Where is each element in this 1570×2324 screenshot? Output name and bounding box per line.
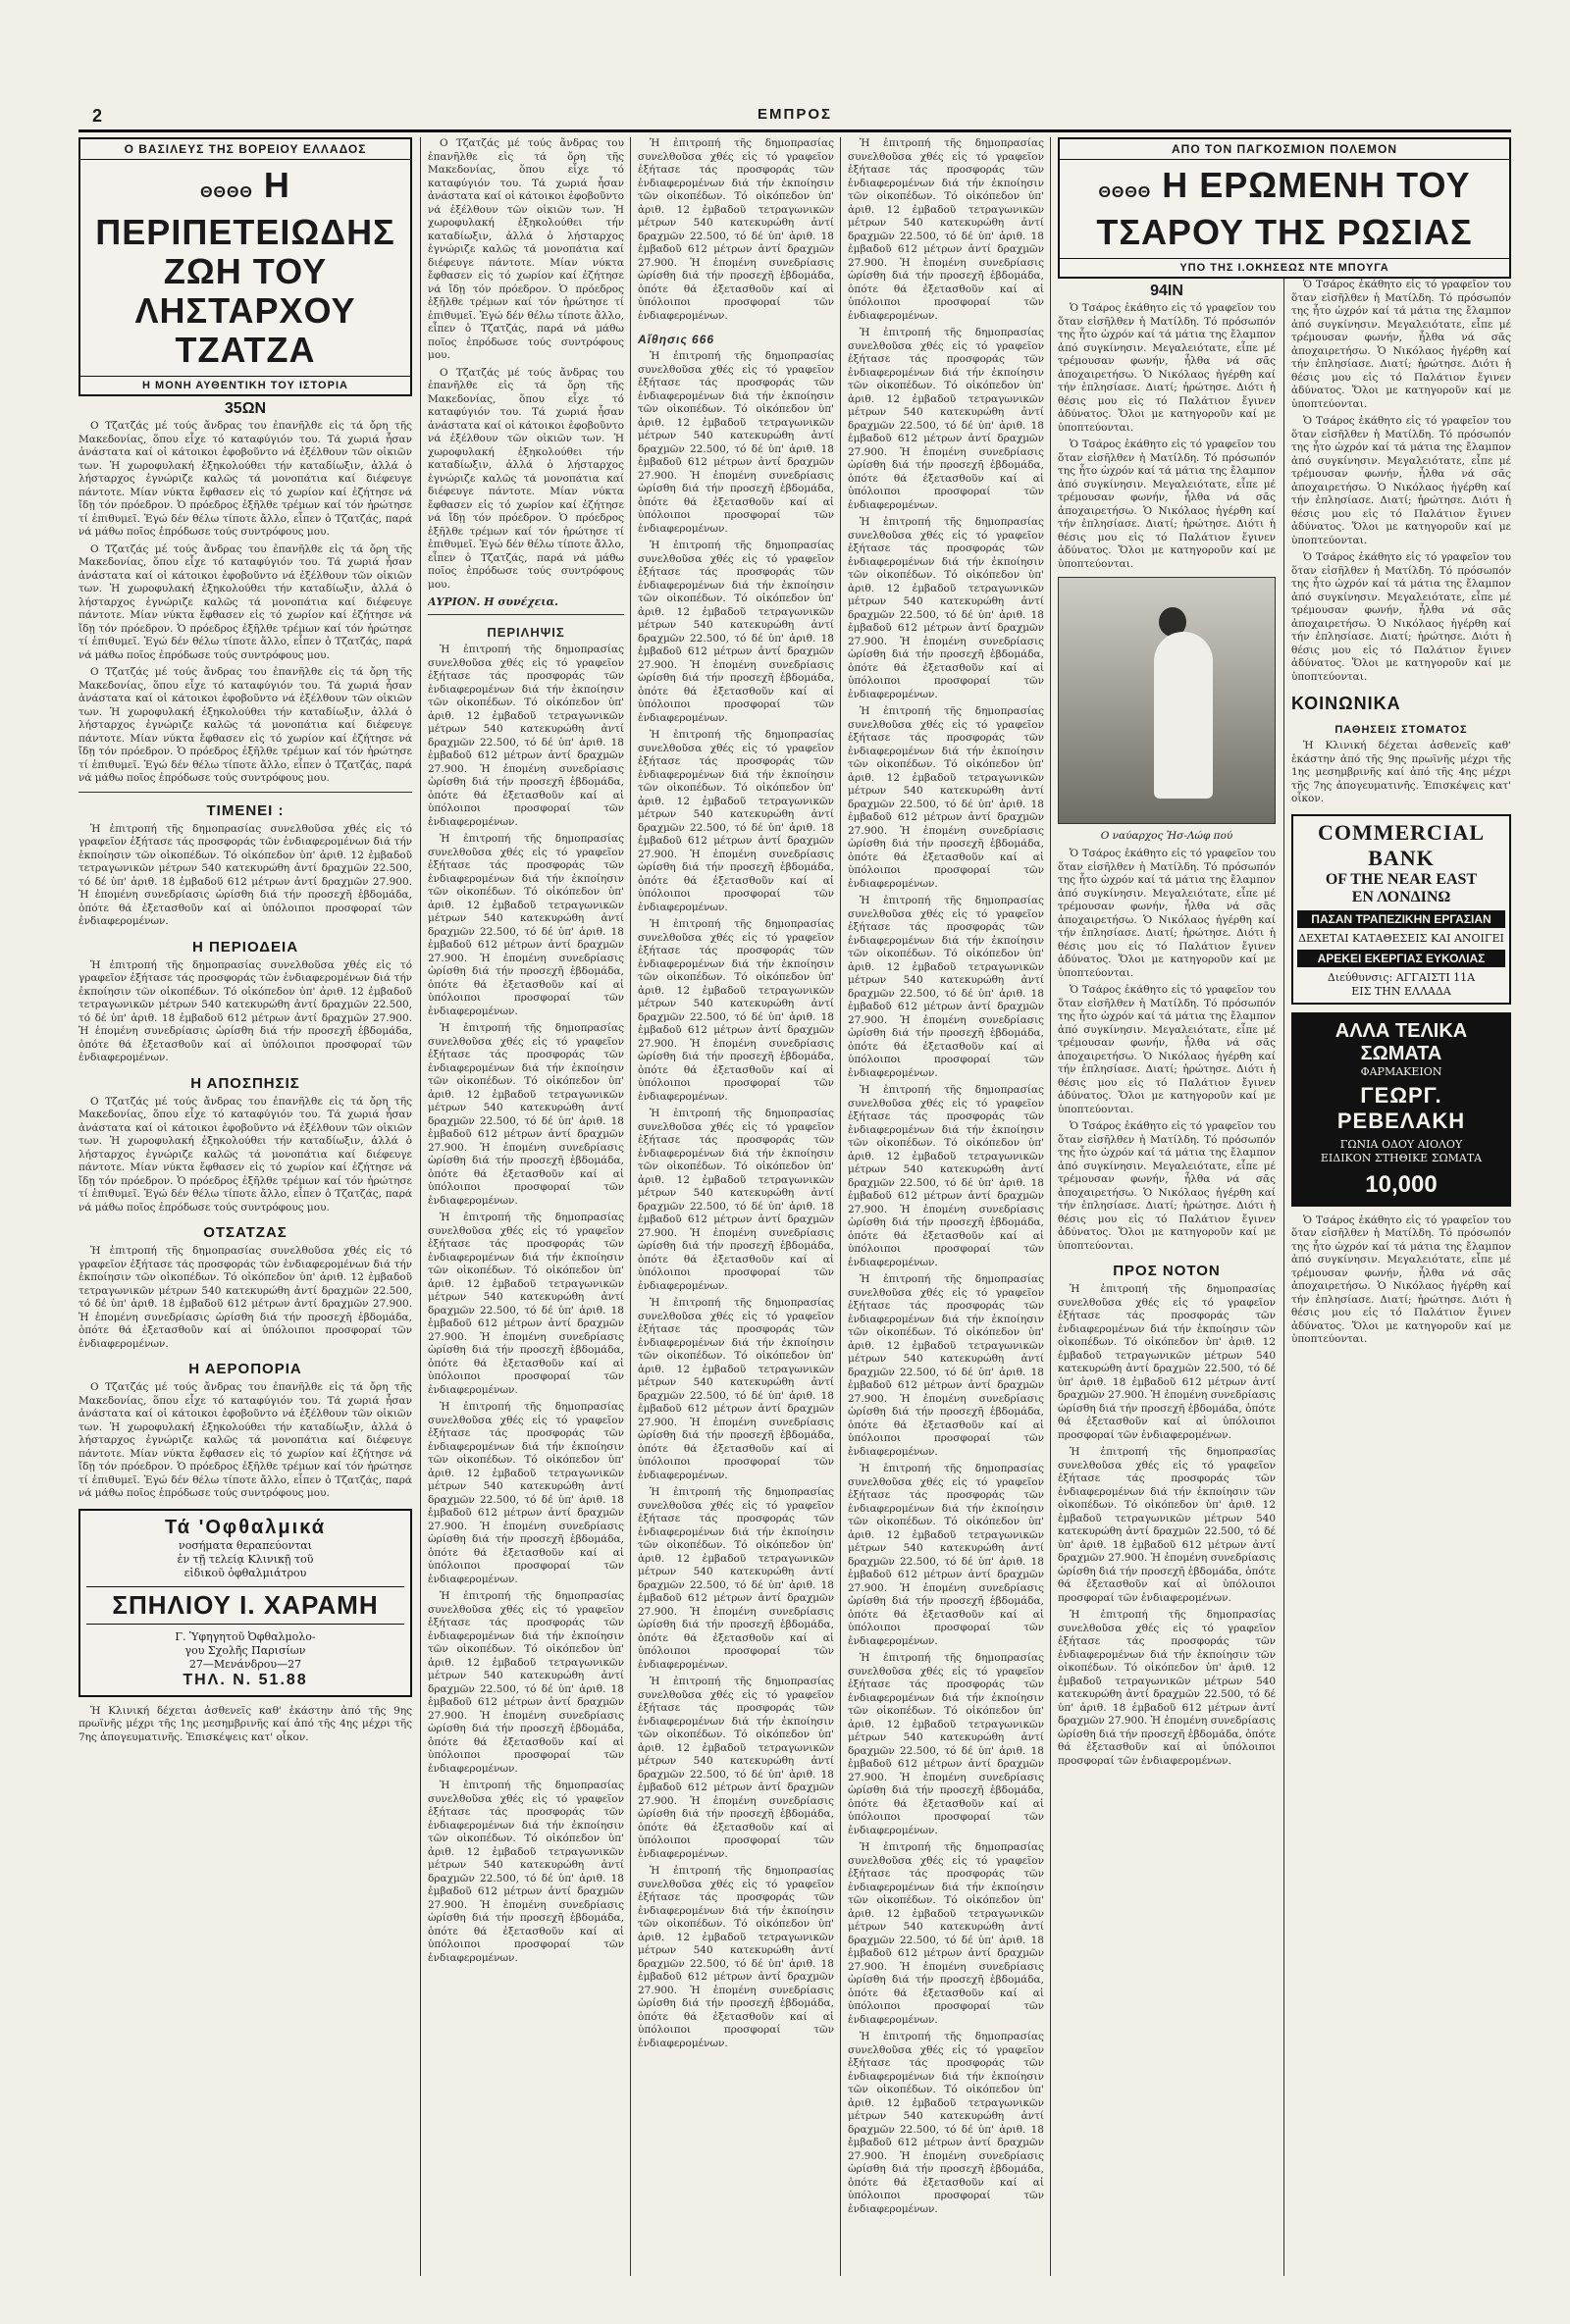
right-story-installment: 94ΙΝ — [1150, 283, 1183, 299]
right-story-headline: ΘΘΘΘ Η ΕΡΩΜΕΝΗ ΤΟΥ ΤΣΑΡΟΥ ΤΗΣ ΡΩΣΙΑΣ — [1096, 165, 1473, 252]
column-4: Ἡ ἐπιτροπή τῆς δημοπρασίας συνελθοῦσα χθές εἰς τό γραφεῖον ἐξήτασε τάς προσφοράς τῶν ἐνδιαφερομένων διά τήν ἐκποίησιν τῶν οἰκοπέδων. Τό οἰκόπεδον ὑπ' ἀριθ. 12 ἐμβαδοῦ τετραγωνικῶν μέτρων 540 κατεκυρώθη ἀντί δραχμῶν 22.500, τό δέ ὑπ' ἀριθ. 18 ἐμβαδοῦ 612 μέτρων ἀντί δραχμῶν 27.900. Ἡ ἐπομένη συνεδρίασις ὡρίσθη διά τήν προσεχῆ ἑβδομάδα, ὁπότε θά ἐξετασθοῦν καί αἱ ὑπόλοιποι προσφοραί τῶν ἐνδιαφερομένων. Ἡ ἐπιτροπή τῆς δημοπρασίας συνελθοῦσα χθές εἰς τό γραφεῖον ἐξήτασε τάς προσφοράς τῶν ἐνδιαφερομένων διά τήν ἐκποίησιν τῶν οἰκοπέδων. Τό οἰκόπεδον ὑπ' ἀριθ. 12 ἐμβαδοῦ τετραγωνικῶν μέτρων 540 κατεκυρώθη ἀντί δραχμῶν 22.500, τό δέ ὑπ' ἀριθ. 18 ἐμβαδοῦ 612 μέτρων ἀντί δραχμῶν 27.900. Ἡ ἐπομένη συνεδρίασις ὡρίσθη διά τήν προσεχῆ ἑβδομάδα, ὁπότε θά ἐξετασθοῦν καί αἱ ὑπόλοιποι προσφοραί τῶν ἐνδιαφερομένων. Ἡ ἐπιτροπή τῆς δημοπρασίας συνελθοῦσα χθές εἰς τό γραφεῖον ἐξήτασε τάς προσφοράς τῶν ἐνδιαφερομένων διά τήν ἐκποίησιν τῶν οἰκοπέδων. Τό οἰκόπεδον ὑπ' ἀριθ. 12 ἐμβαδοῦ τετραγωνικῶν μέτρων 540 κατεκυρώθη ἀντί δραχμῶν 22.500, τό δέ ὑπ' ἀριθ. 18 ἐμβαδοῦ 612 μέτρων ἀντί δραχμῶν 27.900. Ἡ ἐπομένη συνεδρίασις ὡρίσθη διά τήν προσεχῆ ἑβδομάδα, ὁπότε θά ἐξετασθοῦν καί αἱ ὑπόλοιποι προσφοραί τῶν ἐνδιαφερομένων. Ἡ ἐπιτροπή τῆς δημοπρασίας συνελθοῦσα χθές εἰς τό γραφεῖον ἐξήτασε τάς προσφοράς τῶν ἐνδιαφερομένων διά τήν ἐκποίησιν τῶν οἰκοπέδων. Τό οἰκόπεδον ὑπ' ἀριθ. 12 ἐμβαδοῦ τετραγωνικῶν μέτρων 540 κατεκυρώθη ἀντί δραχμῶν 22.500, τό δέ ὑπ' ἀριθ. 18 ἐμβαδοῦ 612 μέτρων ἀντί δραχμῶν 27.900. Ἡ ἐπομένη συνεδρίασις ὡρίσθη διά τήν προσεχῆ ἑβδομάδα, ὁπότε θά ἐξετασθοῦν καί αἱ ὑπόλοιποι προσφοραί τῶν ἐνδιαφερομένων. Ἡ ἐπιτροπή τῆς δημοπρασίας συνελθοῦσα χθές εἰς τό γραφεῖον ἐξήτασε τάς προσφοράς τῶν ἐνδιαφερομένων διά τήν ἐκποίησιν τῶν οἰκοπέδων. Τό οἰκόπεδον ὑπ' ἀριθ. 12 ἐμβαδοῦ τετραγωνικῶν μέτρων 540 κατεκυρώθη ἀντί δραχμῶν 22.500, τό δέ ὑπ' ἀριθ. 18 ἐμβαδοῦ 612 μέτρων ἀντί δραχμῶν 27.900. Ἡ ἐπομένη συνεδρίασις ὡρίσθη διά τήν προσεχῆ ἑβδομάδα, ὁπότε θά ἐξετασθοῦν καί αἱ ὑπόλοιποι προσφοραί τῶν ἐνδιαφερομένων. Ἡ ἐπιτροπή τῆς δημοπρασίας συνελθοῦσα χθές εἰς τό γραφεῖον ἐξήτασε τάς προσφοράς τῶν ἐνδιαφερομένων διά τήν ἐκποίησιν τῶν οἰκοπέδων. Τό οἰκόπεδον ὑπ' ἀριθ. 12 ἐμβαδοῦ τετραγωνικῶν μέτρων 540 κατεκυρώθη ἀντί δραχμῶν 22.500, τό δέ ὑπ' ἀριθ. 18 ἐμβαδοῦ 612 μέτρων ἀντί δραχμῶν 27.900. Ἡ ἐπομένη συνεδρίασις ὡρίσθη διά τήν προσεχῆ ἑβδομάδα, ὁπότε θά ἐξετασθοῦν καί αἱ ὑπόλοιποι προσφοραί τῶν ἐνδιαφερομένων. Ἡ ἐπιτροπή τῆς δημοπρασίας συνελθοῦσα χθές εἰς τό γραφεῖον ἐξήτασε τάς προσφοράς τῶν ἐνδιαφερομένων διά τήν ἐκποίησιν τῶν οἰκοπέδων. Τό οἰκόπεδον ὑπ' ἀριθ. 12 ἐμβαδοῦ τετραγωνικῶν μέτρων 540 κατεκυρώθη ἀντί δραχμῶν 22.500, τό δέ ὑπ' ἀριθ. 18 ἐμβαδοῦ 612 μέτρων ἀντί δραχμῶν 27.900. Ἡ ἐπομένη συνεδρίασις ὡρίσθη διά τήν προσεχῆ ἑβδομάδα, ὁπότε θά ἐξετασθοῦν καί αἱ ὑπόλοιποι προσφοραί τῶν ἐνδιαφερομένων. Ἡ ἐπιτροπή τῆς δημοπρασίας συνελθοῦσα χθές εἰς τό γραφεῖον ἐξήτασε τάς προσφοράς τῶν ἐνδιαφερομένων διά τήν ἐκποίησιν τῶν οἰκοπέδων. Τό οἰκόπεδον ὑπ' ἀριθ. 12 ἐμβαδοῦ τετραγωνικῶν μέτρων 540 κατεκυρώθη ἀντί δραχμῶν 22.500, τό δέ ὑπ' ἀριθ. 18 ἐμβαδοῦ 612 μέτρων ἀντί δραχμῶν 27.900. Ἡ ἐπομένη συνεδρίασις ὡρίσθη διά τήν προσεχῆ ἑβδομάδα, ὁπότε θά ἐξετασθοῦν καί αἱ ὑπόλοιποι προσφοραί τῶν ἐνδιαφερομένων. Ἡ ἐπιτροπή τῆς δημοπρασίας συνελθοῦσα χθές εἰς τό γραφεῖον ἐξήτασε τάς προσφοράς τῶν ἐνδιαφερομένων διά τήν ἐκποίησιν τῶν οἰκοπέδων. Τό οἰκόπεδον ὑπ' ἀριθ. 12 ἐμβαδοῦ τετραγωνικῶν μέτρων 540 κατεκυρώθη ἀντί δραχμῶν 22.500, τό δέ ὑπ' ἀριθ. 18 ἐμβαδοῦ 612 μέτρων ἀντί δραχμῶν 27.900. Ἡ ἐπομένη συνεδρίασις ὡρίσθη διά τήν προσεχῆ ἑβδομάδα, ὁπότε θά ἐξετασθοῦν καί αἱ ὑπόλοιποι προσφοραί τῶν ἐνδιαφερομένων. Ἡ ἐπιτροπή τῆς δημοπρασίας συνελθοῦσα χθές εἰς τό γραφεῖον ἐξήτασε τάς προσφοράς τῶν ἐνδιαφερομένων διά τήν ἐκποίησιν τῶν οἰκοπέδων. Τό οἰκόπεδον ὑπ' ἀριθ. 12 ἐμβαδοῦ τετραγωνικῶν μέτρων 540 κατεκυρώθη ἀντί δραχμῶν 22.500, τό δέ ὑπ' ἀριθ. 18 ἐμβαδοῦ 612 μέτρων ἀντί δραχμῶν 27.900. Ἡ ἐπομένη συνεδρίασις ὡρίσθη διά τήν προσεχῆ ἑβδομάδα, ὁπότε θά ἐξετασθοῦν καί αἱ ὑπόλοιποι προσφοραί τῶν ἐνδιαφερομένων. Ἡ ἐπιτροπή τῆς δημοπρασίας συνελθοῦσα χθές εἰς τό γραφεῖον ἐξήτασε τάς προσφοράς τῶν ἐνδιαφερομένων διά τήν ἐκποίησιν τῶν οἰκοπέδων. Τό οἰκόπεδον ὑπ' ἀριθ. 12 ἐμβαδοῦ τετραγωνικῶν μέτρων 540 κατεκυρώθη ἀντί δραχμῶν 22.500, τό δέ ὑπ' ἀριθ. 18 ἐμβαδοῦ 612 μέτρων ἀντί δραχμῶν 27.900. Ἡ ἐπομένη συνεδρίασις ὡρίσθη διά τήν προσεχῆ ἑβδομάδα, ὁπότε θά ἐξετασθοῦν καί αἱ ὑπόλοιποι προσφοραί τῶν ἐνδιαφερομένων. — [848, 137, 1044, 2215]
column-1: Ο ΒΑΣΙΛΕΥΣ ΤΗΣ ΒΟΡΕΙΟΥ ΕΛΛΑΔΟΣ ΘΘΘΘ Η ΠΕΡΙΠΕΤΕΙΩΔΗΣ ΖΩΗ ΤΟΥ ΛΗΣΤΑΡΧΟΥ ΤΖΑΤΖΑ Η ΜΟΝΗ ΑΥΘΕΝΤΙΚΗ ΤΟΥ ΙΣΤΟΡΙΑ 35ΩΝ Ο Τζατζάς μέ τούς ἄνδρας του ἐπανῆλθε εἰς τά ὄρη τῆς Μακεδονίας, ὅπου εἶχε τό καταφύγιόν του. Τά χωριά ἦσαν ἀνάστατα καί οἱ κάτοικοι ἐφοβοῦντο νά ἐξέλθουν τῶν οἰκιῶν των. Ἡ χωροφυλακή ἐξηκολούθει τήν καταδίωξιν, ἀλλά ὁ λήσταρχος ἐγνώριζε καλῶς τά μονοπάτια καί διέφευγε πάντοτε. Μίαν νύκτα ἔφθασεν εἰς τό χωρίον καί ἐζήτησε νά ἴδῃ τόν πρόεδρον. Ὁ πρόεδρος ἐξῆλθε τρέμων καί τόν ἠρώτησε τί ἐπιθυμεῖ. Ἐγώ δέν θέλω τίποτε ἄλλο, εἶπεν ὁ Τζατζάς, παρά νά μάθω ποῖος ἐπρόδωσε τούς συντρόφους μου. Ο Τζατζάς μέ τούς ἄνδρας του ἐπανῆλθε εἰς τά ὄρη τῆς Μακεδονίας, ὅπου εἶχε τό καταφύγιόν του. Τά χωριά ἦσαν ἀνάστατα καί οἱ κάτοικοι ἐφοβοῦντο νά ἐξέλθουν τῶν οἰκιῶν των. Ἡ χωροφυλακή ἐξηκολούθει τήν καταδίωξιν, ἀλλά ὁ λήσταρχος ἐγνώριζε καλῶς τά μονοπάτια καί διέφευγε πάντοτε. Μίαν νύκτα ἔφθασεν εἰς τό χωρίον καί ἐζήτησε νά ἴδῃ τόν πρόεδρον. Ὁ πρόεδρος ἐξῆλθε τρέμων καί τόν ἠρώτησε τί ἐπιθυμεῖ. Ἐγώ δέν θέλω τίποτε ἄλλο, εἶπεν ὁ Τζατζάς, παρά νά μάθω ποῖος ἐπρόδωσε τούς συντρόφους μου. Ο Τζατζάς μέ τούς ἄνδρας του ἐπανῆλθε εἰς τά ὄρη τῆς Μακεδονίας, ὅπου εἶχε τό καταφύγιόν του. Τά χωριά ἦσαν ἀνάστατα καί οἱ κάτοικοι ἐφοβοῦντο νά ἐξέλθουν τῶν οἰκιῶν των. Ἡ χωροφυλακή ἐξηκολούθει τήν καταδίωξιν, ἀλλά ὁ λήσταρχος ἐγνώριζε καλῶς τά μονοπάτια καί διέφευγε πάντοτε. Μίαν νύκτα ἔφθασεν εἰς τό χωρίον καί ἐζήτησε νά ἴδῃ τόν πρόεδρον. Ὁ πρόεδρος ἐξῆλθε τρέμων καί τόν ἠρώτησε τί ἐπιθυμεῖ. Ἐγώ δέν θέλω τίποτε ἄλλο, εἶπεν ὁ Τζατζάς, παρά νά μάθω ποῖος ἐπρόδωσε τούς συντρόφους μου. ΤΙΜΕΝΕΙ : Ἡ ἐπιτροπή τῆς δημοπρασίας συνελθοῦσα χθές εἰς τό γραφεῖον ἐξήτασε τάς προσφοράς τῶν ἐνδιαφερομένων διά τήν ἐκποίησιν τῶν οἰκοπέδων. Τό οἰκόπεδον ὑπ' ἀριθ. 12 ἐμβαδοῦ τετραγωνικῶν μέτρων 540 κατεκυρώθη ἀντί δραχμῶν 22.500, τό δέ ὑπ' ἀριθ. 18 ἐμβαδοῦ 612 μέτρων ἀντί δραχμῶν 27.900. Ἡ ἐπομένη συνεδρίασις ὡρίσθη διά τήν προσεχῆ ἑβδομάδα, ὁπότε θά ἐξετασθοῦν καί αἱ ὑπόλοιποι προσφοραί τῶν ἐνδιαφερομένων. Η ΠΕΡΙΟΔΕΙΑ Ἡ ἐπιτροπή τῆς δημοπρασίας συνελθοῦσα χθές εἰς τό γραφεῖον ἐξήτασε τάς προσφοράς τῶν ἐνδιαφερομένων διά τήν ἐκποίησιν τῶν οἰκοπέδων. Τό οἰκόπεδον ὑπ' ἀριθ. 12 ἐμβαδοῦ τετραγωνικῶν μέτρων 540 κατεκυρώθη ἀντί δραχμῶν 22.500, τό δέ ὑπ' ἀριθ. 18 ἐμβαδοῦ 612 μέτρων ἀντί δραχμῶν 27.900. Ἡ ἐπομένη συνεδρίασις ὡρίσθη διά τήν προσεχῆ ἑβδομάδα, ὁπότε θά ἐξετασθοῦν καί αἱ ὑπόλοιποι προσφοραί τῶν ἐνδιαφερομένων. Η ΑΠΟΣΠΗΣΙΣ Ο Τζατζάς μέ τούς ἄνδρας του ἐπανῆλθε εἰς τά ὄρη τῆς Μακεδονίας, ὅπου εἶχε τό καταφύγιόν του. Τά χωριά ἦσαν ἀνάστατα καί οἱ κάτοικοι ἐφοβοῦντο νά ἐξέλθουν τῶν οἰκιῶν των. Ἡ χωροφυλακή ἐξηκολούθει τήν καταδίωξιν, ἀλλά ὁ λήσταρχος ἐγνώριζε καλῶς τά μονοπάτια καί διέφευγε πάντοτε. Μίαν νύκτα ἔφθασεν εἰς τό χωρίον καί ἐζήτησε νά ἴδῃ τόν πρόεδρον. Ὁ πρόεδρος ἐξῆλθε τρέμων καί τόν ἠρώτησε τί ἐπιθυμεῖ. Ἐγώ δέν θέλω τίποτε ἄλλο, εἶπεν ὁ Τζατζάς, παρά νά μάθω ποῖος ἐπρόδωσε τούς συντρόφους μου. ΟΤΣΑΤΖΑΣ Ἡ ἐπιτροπή τῆς δημοπρασίας συνελθοῦσα χθές εἰς τό γραφεῖον ἐξήτασε τάς προσφοράς τῶν ἐνδιαφερομένων διά τήν ἐκποίησιν τῶν οἰκοπέδων. Τό οἰκόπεδον ὑπ' ἀριθ. 12 ἐμβαδοῦ τετραγωνικῶν μέτρων 540 κατεκυρώθη ἀντί δραχμῶν 22.500, τό δέ ὑπ' ἀριθ. 18 ἐμβαδοῦ 612 μέτρων ἀντί δραχμῶν 27.900. Ἡ ἐπομένη συνεδρίασις ὡρίσθη διά τήν προσεχῆ ἑβδομάδα, ὁπότε θά ἐξετασθοῦν καί αἱ ὑπόλοιποι προσφοραί τῶν ἐνδιαφερομένων. Η ΑΕΡΟΠΟΡΙΑ Ο Τζατζάς μέ τούς ἄνδρας του ἐπανῆλθε εἰς τά ὄρη τῆς Μακεδονίας, ὅπου εἶχε τό καταφύγιόν του. Τά χωριά ἦσαν ἀνάστατα καί οἱ κάτοικοι ἐφοβοῦντο νά ἐξέλθουν τῶν οἰκιῶν των. Ἡ χωροφυλακή ἐξηκολούθει τήν καταδίωξιν, ἀλλά ὁ λήσταρχος ἐγνώριζε καλῶς τά μονοπάτια καί διέφευγε πάντοτε. Μίαν νύκτα ἔφθασεν εἰς τό χωρίον καί ἐζήτησε νά ἴδῃ τόν πρόεδρον. Ὁ πρόεδρος ἐξῆλθε τρέμων καί τόν ἠρώτησε τί ἐπιθυμεῖ. Ἐγώ δέν θέλω τίποτε ἄλλο, εἶπεν ὁ Τζατζάς, παρά νά μάθω ποῖος ἐπρόδωσε τούς συντρόφους μου. Τά 'Οφθαλμικά νοσήματα θεραπεύονται ἐν τῇ τελείᾳ Κλινικῇ τοῦ εἰδικοῦ ὀφθαλμιάτρου ΣΠΗΛΙΟΥ Ι. ΧΑΡΑΜΗ Γ. Ὑφηγητοῦ Ὀφθαλμολο- γου Σχολῆς Παρισίων 27—Μενάνδρου—27 ΤΗΛ. Ν. 51.88 Ἡ Κλινική δέχεται ἀσθενεῖς καθ' ἑκάστην ἀπό τῆς 9ης πρωϊνῆς μέχρι τῆς 1ης μεσημβρινῆς καί ἀπό τῆς 4ης μέχρι τῆς 7ης ἀπογευματινῆς. Ἐπισκέψεις κατ' οἶκον. — [78, 137, 412, 2276]
section-pros-noton: ΠΡΟΣ ΝΟΤΟΝ — [1113, 1263, 1221, 1279]
left-story-body: Ο Τζατζάς μέ τούς ἄνδρας του ἐπανῆλθε εἰς τά ὄρη τῆς Μακεδονίας, ὅπου εἶχε τό καταφύγιόν του. Τά χωριά ἦσαν ἀνάστατα καί οἱ κάτοικοι ἐφοβοῦντο νά ἐξέλθουν τῶν οἰκιῶν των. Ἡ χωροφυλακή ἐξηκολούθει τήν καταδίωξιν, ἀλλά ὁ λήσταρχος ἐγνώριζε καλῶς τά μονοπάτια καί διέφευγε πάντοτε. Μίαν νύκτα ἔφθασεν εἰς τό χωρίον καί ἐζήτησε νά ἴδῃ τόν πρόεδρον. Ὁ πρόεδρος ἐξῆλθε τρέμων καί τόν ἠρώτησε τί ἐπιθυμεῖ. Ἐγώ δέν θέλω τίποτε ἄλλο, εἶπεν ὁ Τζατζάς, παρά νά μάθω ποῖος ἐπρόδωσε τούς συντρόφους μου. Ο Τζατζάς μέ τούς ἄνδρας του ἐπανῆλθε εἰς τά ὄρη τῆς Μακεδονίας, ὅπου εἶχε τό καταφύγιόν του. Τά χωριά ἦσαν ἀνάστατα καί οἱ κάτοικοι ἐφοβοῦντο νά ἐξέλθουν τῶν οἰκιῶν των. Ἡ χωροφυλακή ἐξηκολούθει τήν καταδίωξιν, ἀλλά ὁ λήσταρχος ἐγνώριζε καλῶς τά μονοπάτια καί διέφευγε πάντοτε. Μίαν νύκτα ἔφθασεν εἰς τό χωρίον καί ἐζήτησε νά ἴδῃ τόν πρόεδρον. Ὁ πρόεδρος ἐξῆλθε τρέμων καί τόν ἠρώτησε τί ἐπιθυμεῖ. Ἐγώ δέν θέλω τίποτε ἄλλο, εἶπεν ὁ Τζατζάς, παρά νά μάθω ποῖος ἐπρόδωσε τούς συντρόφους μου. Ο Τζατζάς μέ τούς ἄνδρας του ἐπανῆλθε εἰς τά ὄρη τῆς Μακεδονίας, ὅπου εἶχε τό καταφύγιόν του. Τά χωριά ἦσαν ἀνάστατα καί οἱ κάτοικοι ἐφοβοῦντο νά ἐξέλθουν τῶν οἰκιῶν των. Ἡ χωροφυλακή ἐξηκολούθει τήν καταδίωξιν, ἀλλά ὁ λήσταρχος ἐγνώριζε καλῶς τά μονοπάτια καί διέφευγε πάντοτε. Μίαν νύκτα ἔφθασεν εἰς τό χωρίον καί ἐζήτησε νά ἴδῃ τόν πρόεδρον. Ὁ πρόεδρος ἐξῆλθε τρέμων καί τόν ἠρώτησε τί ἐπιθυμεῖ. Ἐγώ δέν θέλω τίποτε ἄλλο, εἶπεν ὁ Τζατζάς, παρά νά μάθω ποῖος ἐπρόδωσε τούς συντρόφους μου. — [78, 420, 412, 784]
eye-doctor-name: ΣΠΗΛΙΟΥ Ι. ΧΑΡΑΜΗ — [86, 1586, 404, 1625]
right-col-a: 94ΙΝ Ὁ Τσάρος ἐκάθητο εἰς τό γραφεῖον του ὅταν εἰσῆλθεν ἡ Ματίλδη. Τό πρόσωπόν της ἦτο ὠχρόν καί τά μάτια της ἔλαμπον ἀπό συγκίνησιν. Μεγαλειότατε, εἶπε μέ τρέμουσαν φωνήν, ἦλθα νά σᾶς ἀποχαιρετήσω. Ὁ Νικόλαος ἠγέρθη καί τήν ἐπλησίασε. Διατί; ἠρώτησε. Διότι ἡ θέσις μου εἰς τό Παλάτιον ἔγινεν ἀδύνατος. Ὅλοι με κατηγοροῦν καί με ὑποπτεύονται. Ὁ Τσάρος ἐκάθητο εἰς τό γραφεῖον του ὅταν εἰσῆλθεν ἡ Ματίλδη. Τό πρόσωπόν της ἦτο ὠχρόν καί τά μάτια της ἔλαμπον ἀπό συγκίνησιν. Μεγαλειότατε, εἶπε μέ τρέμουσαν φωνήν, ἦλθα νά σᾶς ἀποχαιρετήσω. Ὁ Νικόλαος ἠγέρθη καί τήν ἐπλησίασε. Διατί; ἠρώτησε. Διότι ἡ θέσις μου εἰς τό Παλάτιον ἔγινεν ἀδύνατος. Ὅλοι με κατηγοροῦν καί με ὑποπτεύονται. Ο ναύαρχος Ἠσ-Λώφ πού Ὁ Τσάρος ἐκάθητο εἰς τό γραφεῖον του ὅταν εἰσῆλθεν ἡ Ματίλδη. Τό πρόσωπόν της ἦτο ὠχρόν καί τά μάτια της ἔλαμπον ἀπό συγκίνησιν. Μεγαλειότατε, εἶπε μέ τρέμουσαν φωνήν, ἦλθα νά σᾶς ἀποχαιρετήσω. Ὁ Νικόλαος ἠγέρθη καί τήν ἐπλησίασε. Διατί; ἠρώτησε. Διότι ἡ θέσις μου εἰς τό Παλάτιον ἔγινεν ἀδύνατος. Ὅλοι με κατηγοροῦν καί με ὑποπτεύονται. Ὁ Τσάρος ἐκάθητο εἰς τό γραφεῖον του ὅταν εἰσῆλθεν ἡ Ματίλδη. Τό πρόσωπόν της ἦτο ὠχρόν καί τά μάτια της ἔλαμπον ἀπό συγκίνησιν. Μεγαλειότατε, εἶπε μέ τρέμουσαν φωνήν, ἦλθα νά σᾶς ἀποχαιρετήσω. Ὁ Νικόλαος ἠγέρθη καί τήν ἐπλησίασε. Διατί; ἠρώτησε. Διότι ἡ θέσις μου εἰς τό Παλάτιον ἔγινεν ἀδύνατος. Ὅλοι με κατηγοροῦν καί με ὑποπτεύονται. Ὁ Τσάρος ἐκάθητο εἰς τό γραφεῖον του ὅταν εἰσῆλθεν ἡ Ματίλδη. Τό πρόσωπόν της ἦτο ὠχρόν καί τά μάτια της ἔλαμπον ἀπό συγκίνησιν. Μεγαλειότατε, εἶπε μέ τρέμουσαν φωνήν, ἦλθα νά σᾶς ἀποχαιρετήσω. Ὁ Νικόλαος ἠγέρθη καί τήν ἐπλησίασε. Διατί; ἠρώτησε. Διότι ἡ θέσις μου εἰς τό Παλάτιον ἔγινεν ἀδύνατος. Ὅλοι με κατηγοροῦν καί με ὑποπτεύονται. ΠΡΟΣ ΝΟΤΟΝ Ἡ ἐπιτροπή τῆς δημοπρασίας συνελθοῦσα χθές εἰς τό γραφεῖον ἐξήτασε τάς προσφοράς τῶν ἐνδιαφερομένων διά τήν ἐκποίησιν τῶν οἰκοπέδων. Τό οἰκόπεδον ὑπ' ἀριθ. 12 ἐμβαδοῦ τετραγωνικῶν μέτρων 540 κατεκυρώθη ἀντί δραχμῶν 22.500, τό δέ ὑπ' ἀριθ. 18 ἐμβαδοῦ 612 μέτρων ἀντί δραχμῶν 27.900. Ἡ ἐπομένη συνεδρίασις ὡρίσθη διά τήν προσεχῆ ἑβδομάδα, ὁπότε θά ἐξετασθοῦν καί αἱ ὑπόλοιποι προσφοραί τῶν ἐνδιαφερομένων. Ἡ ἐπιτροπή τῆς δημοπρασίας συνελθοῦσα χθές εἰς τό γραφεῖον ἐξήτασε τάς προσφοράς τῶν ἐνδιαφερομένων διά τήν ἐκποίησιν τῶν οἰκοπέδων. Τό οἰκόπεδον ὑπ' ἀριθ. 12 ἐμβαδοῦ τετραγωνικῶν μέτρων 540 κατεκυρώθη ἀντί δραχμῶν 22.500, τό δέ ὑπ' ἀριθ. 18 ἐμβαδοῦ 612 μέτρων ἀντί δραχμῶν 27.900. Ἡ ἐπομένη συνεδρίασις ὡρίσθη διά τήν προσεχῆ ἑβδομάδα, ὁπότε θά ἐξετασθοῦν καί αἱ ὑπόλοιποι προσφοραί τῶν ἐνδιαφερομένων. Ἡ ἐπιτροπή τῆς δημοπρασίας συνελθοῦσα χθές εἰς τό γραφεῖον ἐξήτασε τάς προσφοράς τῶν ἐνδιαφερομένων διά τήν ἐκποίησιν τῶν οἰκοπέδων. Τό οἰκόπεδον ὑπ' ἀριθ. 12 ἐμβαδοῦ τετραγωνικῶν μέτρων 540 κατεκυρώθη ἀντί δραχμῶν 22.500, τό δέ ὑπ' ἀριθ. 18 ἐμβαδοῦ 612 μέτρων ἀντί δραχμῶν 27.900. Ἡ ἐπομένη συνεδρίασις ὡρίσθη διά τήν προσεχῆ ἑβδομάδα, ὁπότε θά ἐξετασθοῦν καί αἱ ὑπόλοιποι προσφοραί τῶν ἐνδιαφερομένων. — [1058, 283, 1276, 1767]
pharmacy-ad: ΑΛΛΑ ΤΕΛΙΚΑ ΣΩΜΑΤΑ ΦΑΡΜΑΚΕΙΟΝ ΓΕΩΡΓ. ΡΕΒΕΛΑΚΗ ΓΩΝΙΑ ΟΔΟΥ ΑΙΟΛΟΥ ΕΙΔΙΚΟΝ ΣΤΗΘΙΚΕ ΣΩΜΑΤΑ 10,000 — [1291, 1012, 1511, 1207]
section-periodeia: Η ΠΕΡΙΟΔΕΙΑ — [191, 938, 299, 955]
paper-title: ΕΜΠΡΟΣ — [757, 106, 832, 123]
right-story-header — [1058, 137, 1511, 279]
page-number: 2 — [92, 106, 103, 126]
section-otsatzas: ΟΤΣΑΤΖΑΣ — [203, 1224, 288, 1241]
ornament-icon: ΘΘΘΘ — [200, 184, 253, 201]
right-col-b: Ὁ Τσάρος ἐκάθητο εἰς τό γραφεῖον του ὅταν εἰσῆλθεν ἡ Ματίλδη. Τό πρόσωπόν της ἦτο ὠχρόν καί τά μάτια της ἔλαμπον ἀπό συγκίνησιν. Μεγαλειότατε, εἶπε μέ τρέμουσαν φωνήν, ἦλθα νά σᾶς ἀποχαιρετήσω. Ὁ Νικόλαος ἠγέρθη καί τήν ἐπλησίασε. Διατί; ἠρώτησε. Διότι ἡ θέσις μου εἰς τό Παλάτιον ἔγινεν ἀδύνατος. Ὅλοι με κατηγοροῦν καί με ὑποπτεύονται. Ὁ Τσάρος ἐκάθητο εἰς τό γραφεῖον του ὅταν εἰσῆλθεν ἡ Ματίλδη. Τό πρόσωπόν της ἦτο ὠχρόν καί τά μάτια της ἔλαμπον ἀπό συγκίνησιν. Μεγαλειότατε, εἶπε μέ τρέμουσαν φωνήν, ἦλθα νά σᾶς ἀποχαιρετήσω. Ὁ Νικόλαος ἠγέρθη καί τήν ἐπλησίασε. Διατί; ἠρώτησε. Διότι ἡ θέσις μου εἰς τό Παλάτιον ἔγινεν ἀδύνατος. Ὅλοι με κατηγοροῦν καί με ὑποπτεύονται. Ὁ Τσάρος ἐκάθητο εἰς τό γραφεῖον του ὅταν εἰσῆλθεν ἡ Ματίλδη. Τό πρόσωπόν της ἦτο ὠχρόν καί τά μάτια της ἔλαμπον ἀπό συγκίνησιν. Μεγαλειότατε, εἶπε μέ τρέμουσαν φωνήν, ἦλθα νά σᾶς ἀποχαιρετήσω. Ὁ Νικόλαος ἠγέρθη καί τήν ἐπλησίασε. Διατί; ἠρώτησε. Διότι ἡ θέσις μου εἰς τό Παλάτιον ἔγινεν ἀδύνατος. Ὅλοι με κατηγοροῦν καί με ὑποπτεύονται. ΚΟΙΝΩΝΙΚΑ ΠΑΘΗΣΕΙΣ ΣΤΟΜΑΤΟΣ Ἡ Κλινική δέχεται ἀσθενεῖς καθ' ἑκάστην ἀπό τῆς 9ης πρωϊνῆς μέχρι τῆς 1ης μεσημβρινῆς καί ἀπό τῆς 4ης μέχρι τῆς 7ης ἀπογευματινῆς. Ἐπισκέψεις κατ' οἶκον. COMMERCIAL BANK OF THE NEAR EAST ΕΝ ΛΟΝΔΙΝΩ ΠΑΣΑΝ ΤΡΑΠΕΖΙΚΗΝ ΕΡΓΑΣΙΑΝ ΔΕΧΕΤΑΙ ΚΑΤΑΘΕΣΕΙΣ ΚΑΙ ΑΝΟΙΓΕΙ ΑΡΕΚΕΙ ΕΚΕΡΓΙΑΣ ΕΥΚΟΛΙΑΣ Διεύθυνσις: ΑΓΓΑΙΣΤΙ 11Α ΕΙΣ ΤΗΝ ΕΛΛΑΔΑ ΑΛΛΑ ΤΕΛΙΚΑ ΣΩΜΑΤΑ ΦΑΡΜΑΚΕΙΟΝ ΓΕΩΡΓ. ΡΕΒΕΛΑΚΗ ΓΩΝΙΑ ΟΔΟΥ ΑΙΟΛΟΥ ΕΙΔΙΚΟΝ ΣΤΗΘΙΚΕ ΣΩΜΑΤΑ 10,000 Ὁ Τσάρος ἐκάθητο εἰς τό γραφεῖον του ὅταν εἰσῆλθεν ἡ Ματίλδη. Τό πρόσωπόν της ἦτο ὠχρόν καί τά μάτια της ἔλαμπον ἀπό συγκίνησιν. Μεγαλειότατε, εἶπε μέ τρέμουσαν φωνήν, ἦλθα νά σᾶς ἀποχαιρετήσω. Ὁ Νικόλαος ἠγέρθη καί τήν ἐπλησίασε. Διατί; ἠρώτησε. Διότι ἡ θέσις μου εἰς τό Παλάτιον ἔγινεν ἀδύνατος. Ὅλοι με κατηγοροῦν καί με ὑποπτεύονται. — [1291, 279, 1511, 1345]
admiral-figure — [1154, 632, 1213, 799]
section-aeroporia: Η ΑΕΡΟΠΟΡΙΑ — [188, 1361, 302, 1377]
ornament-icon: ΘΘΘΘ — [1098, 184, 1152, 201]
masthead — [78, 108, 1511, 132]
section-perilipsis: ΠΕΡΙΛΗΨΙΣ — [487, 625, 565, 640]
left-story-headline: ΘΘΘΘ Η ΠΕΡΙΠΕΤΕΙΩΔΗΣ ΖΩΗ ΤΟΥ ΛΗΣΤΑΡΧΟΥ ΤΖΑΤΖΑ — [95, 165, 395, 370]
admiral-photo — [1058, 577, 1276, 824]
left-story-header — [78, 137, 412, 396]
right-story-kicker: ΑΠΟ ΤΟΝ ΠΑΓΚΟΣΜΙΟΝ ΠΟΛΕΜΟΝ — [1060, 139, 1509, 160]
section-aithisis: Αἴθησις 666 — [638, 333, 715, 346]
left-story-subkicker: Η ΜΟΝΗ ΑΥΘΕΝΤΙΚΗ ΤΟΥ ΙΣΤΟΡΙΑ — [80, 376, 410, 394]
section-timenei: ΤΙΜΕΝΕΙ : — [206, 801, 285, 819]
column-2: Ο Τζατζάς μέ τούς ἄνδρας του ἐπανῆλθε εἰς τά ὄρη τῆς Μακεδονίας, ὅπου εἶχε τό καταφύγιόν του. Τά χωριά ἦσαν ἀνάστατα καί οἱ κάτοικοι ἐφοβοῦντο νά ἐξέλθουν τῶν οἰκιῶν των. Ἡ χωροφυλακή ἐξηκολούθει τήν καταδίωξιν, ἀλλά ὁ λήσταρχος ἐγνώριζε καλῶς τά μονοπάτια καί διέφευγε πάντοτε. Μίαν νύκτα ἔφθασεν εἰς τό χωρίον καί ἐζήτησε νά ἴδῃ τόν πρόεδρον. Ὁ πρόεδρος ἐξῆλθε τρέμων καί τόν ἠρώτησε τί ἐπιθυμεῖ. Ἐγώ δέν θέλω τίποτε ἄλλο, εἶπεν ὁ Τζατζάς, παρά νά μάθω ποῖος ἐπρόδωσε τούς συντρόφους μου. Ο Τζατζάς μέ τούς ἄνδρας του ἐπανῆλθε εἰς τά ὄρη τῆς Μακεδονίας, ὅπου εἶχε τό καταφύγιόν του. Τά χωριά ἦσαν ἀνάστατα καί οἱ κάτοικοι ἐφοβοῦντο νά ἐξέλθουν τῶν οἰκιῶν των. Ἡ χωροφυλακή ἐξηκολούθει τήν καταδίωξιν, ἀλλά ὁ λήσταρχος ἐγνώριζε καλῶς τά μονοπάτια καί διέφευγε πάντοτε. Μίαν νύκτα ἔφθασεν εἰς τό χωρίον καί ἐζήτησε νά ἴδῃ τόν πρόεδρον. Ὁ πρόεδρος ἐξῆλθε τρέμων καί τόν ἠρώτησε τί ἐπιθυμεῖ. Ἐγώ δέν θέλω τίποτε ἄλλο, εἶπεν ὁ Τζατζάς, παρά νά μάθω ποῖος ἐπρόδωσε τούς συντρόφους μου. ΑΥΡΙΟΝ. Η συνέχεια. ΠΕΡΙΛΗΨΙΣ Ἡ ἐπιτροπή τῆς δημοπρασίας συνελθοῦσα χθές εἰς τό γραφεῖον ἐξήτασε τάς προσφοράς τῶν ἐνδιαφερομένων διά τήν ἐκποίησιν τῶν οἰκοπέδων. Τό οἰκόπεδον ὑπ' ἀριθ. 12 ἐμβαδοῦ τετραγωνικῶν μέτρων 540 κατεκυρώθη ἀντί δραχμῶν 22.500, τό δέ ὑπ' ἀριθ. 18 ἐμβαδοῦ 612 μέτρων ἀντί δραχμῶν 27.900. Ἡ ἐπομένη συνεδρίασις ὡρίσθη διά τήν προσεχῆ ἑβδομάδα, ὁπότε θά ἐξετασθοῦν καί αἱ ὑπόλοιποι προσφοραί τῶν ἐνδιαφερομένων. Ἡ ἐπιτροπή τῆς δημοπρασίας συνελθοῦσα χθές εἰς τό γραφεῖον ἐξήτασε τάς προσφοράς τῶν ἐνδιαφερομένων διά τήν ἐκποίησιν τῶν οἰκοπέδων. Τό οἰκόπεδον ὑπ' ἀριθ. 12 ἐμβαδοῦ τετραγωνικῶν μέτρων 540 κατεκυρώθη ἀντί δραχμῶν 22.500, τό δέ ὑπ' ἀριθ. 18 ἐμβαδοῦ 612 μέτρων ἀντί δραχμῶν 27.900. Ἡ ἐπομένη συνεδρίασις ὡρίσθη διά τήν προσεχῆ ἑβδομάδα, ὁπότε θά ἐξετασθοῦν καί αἱ ὑπόλοιποι προσφοραί τῶν ἐνδιαφερομένων. Ἡ ἐπιτροπή τῆς δημοπρασίας συνελθοῦσα χθές εἰς τό γραφεῖον ἐξήτασε τάς προσφοράς τῶν ἐνδιαφερομένων διά τήν ἐκποίησιν τῶν οἰκοπέδων. Τό οἰκόπεδον ὑπ' ἀριθ. 12 ἐμβαδοῦ τετραγωνικῶν μέτρων 540 κατεκυρώθη ἀντί δραχμῶν 22.500, τό δέ ὑπ' ἀριθ. 18 ἐμβαδοῦ 612 μέτρων ἀντί δραχμῶν 27.900. Ἡ ἐπομένη συνεδρίασις ὡρίσθη διά τήν προσεχῆ ἑβδομάδα, ὁπότε θά ἐξετασθοῦν καί αἱ ὑπόλοιποι προσφοραί τῶν ἐνδιαφερομένων. Ἡ ἐπιτροπή τῆς δημοπρασίας συνελθοῦσα χθές εἰς τό γραφεῖον ἐξήτασε τάς προσφοράς τῶν ἐνδιαφερομένων διά τήν ἐκποίησιν τῶν οἰκοπέδων. Τό οἰκόπεδον ὑπ' ἀριθ. 12 ἐμβαδοῦ τετραγωνικῶν μέτρων 540 κατεκυρώθη ἀντί δραχμῶν 22.500, τό δέ ὑπ' ἀριθ. 18 ἐμβαδοῦ 612 μέτρων ἀντί δραχμῶν 27.900. Ἡ ἐπομένη συνεδρίασις ὡρίσθη διά τήν προσεχῆ ἑβδομάδα, ὁπότε θά ἐξετασθοῦν καί αἱ ὑπόλοιποι προσφοραί τῶν ἐνδιαφερομένων. Ἡ ἐπιτροπή τῆς δημοπρασίας συνελθοῦσα χθές εἰς τό γραφεῖον ἐξήτασε τάς προσφοράς τῶν ἐνδιαφερομένων διά τήν ἐκποίησιν τῶν οἰκοπέδων. Τό οἰκόπεδον ὑπ' ἀριθ. 12 ἐμβαδοῦ τετραγωνικῶν μέτρων 540 κατεκυρώθη ἀντί δραχμῶν 22.500, τό δέ ὑπ' ἀριθ. 18 ἐμβαδοῦ 612 μέτρων ἀντί δραχμῶν 27.900. Ἡ ἐπομένη συνεδρίασις ὡρίσθη διά τήν προσεχῆ ἑβδομάδα, ὁπότε θά ἐξετασθοῦν καί αἱ ὑπόλοιποι προσφοραί τῶν ἐνδιαφερομένων. Ἡ ἐπιτροπή τῆς δημοπρασίας συνελθοῦσα χθές εἰς τό γραφεῖον ἐξήτασε τάς προσφοράς τῶν ἐνδιαφερομένων διά τήν ἐκποίησιν τῶν οἰκοπέδων. Τό οἰκόπεδον ὑπ' ἀριθ. 12 ἐμβαδοῦ τετραγωνικῶν μέτρων 540 κατεκυρώθη ἀντί δραχμῶν 22.500, τό δέ ὑπ' ἀριθ. 18 ἐμβαδοῦ 612 μέτρων ἀντί δραχμῶν 27.900. Ἡ ἐπομένη συνεδρίασις ὡρίσθη διά τήν προσεχῆ ἑβδομάδα, ὁπότε θά ἐξετασθοῦν καί αἱ ὑπόλοιποι προσφοραί τῶν ἐνδιαφερομένων. Ἡ ἐπιτροπή τῆς δημοπρασίας συνελθοῦσα χθές εἰς τό γραφεῖον ἐξήτασε τάς προσφοράς τῶν ἐνδιαφερομένων διά τήν ἐκποίησιν τῶν οἰκοπέδων. Τό οἰκόπεδον ὑπ' ἀριθ. 12 ἐμβαδοῦ τετραγωνικῶν μέτρων 540 κατεκυρώθη ἀντί δραχμῶν 22.500, τό δέ ὑπ' ἀριθ. 18 ἐμβαδοῦ 612 μέτρων ἀντί δραχμῶν 27.900. Ἡ ἐπομένη συνεδρίασις ὡρίσθη διά τήν προσεχῆ ἑβδομάδα, ὁπότε θά ἐξετασθοῦν καί αἱ ὑπόλοιποι προσφοραί τῶν ἐνδιαφερομένων. — [428, 137, 624, 1964]
right-story-subkicker: ΥΠΟ ΤΗΣ Ι.ΟΚΗΣΕΩΣ ΝΤΕ ΜΠΟΥΓΑ — [1060, 258, 1509, 277]
newspaper-page — [78, 108, 1511, 2276]
eye-clinic-ad: Τά 'Οφθαλμικά νοσήματα θεραπεύονται ἐν τῇ τελείᾳ Κλινικῇ τοῦ εἰδικοῦ ὀφθαλμιάτρου ΣΠΗΛΙΟΥ Ι. ΧΑΡΑΜΗ Γ. Ὑφηγητοῦ Ὀφθαλμολο- γου Σχολῆς Παρισίων 27—Μενάνδρου—27 ΤΗΛ. Ν. 51.88 — [78, 1509, 412, 1697]
left-story-installment: 35ΩΝ — [224, 400, 267, 417]
photo-caption: Ο ναύαρχος Ἠσ-Λώφ πού — [1100, 830, 1233, 842]
section-koinonika: ΚΟΙΝΩΝΙΚΑ — [1291, 694, 1401, 713]
pharmacist-name: ΓΕΩΡΓ. ΡΕΒΕΛΑΚΗ — [1336, 1082, 1466, 1133]
commercial-bank-ad: COMMERCIAL BANK OF THE NEAR EAST ΕΝ ΛΟΝΔΙΝΩ ΠΑΣΑΝ ΤΡΑΠΕΖΙΚΗΝ ΕΡΓΑΣΙΑΝ ΔΕΧΕΤΑΙ ΚΑΤΑΘΕΣΕΙΣ ΚΑΙ ΑΝΟΙΓΕΙ ΑΡΕΚΕΙ ΕΚΕΡΓΙΑΣ ΕΥΚΟΛΙΑΣ Διεύθυνσις: ΑΓΓΑΙΣΤΙ 11Α ΕΙΣ ΤΗΝ ΕΛΛΑΔΑ — [1291, 814, 1511, 1005]
left-story-continued: ΑΥΡΙΟΝ. Η συνέχεια. — [428, 595, 558, 608]
left-story-kicker: Ο ΒΑΣΙΛΕΥΣ ΤΗΣ ΒΟΡΕΙΟΥ ΕΛΛΑΔΟΣ — [80, 139, 410, 160]
eye-ad-phone: ΤΗΛ. Ν. 51.88 — [183, 1671, 308, 1688]
column-3: Ἡ ἐπιτροπή τῆς δημοπρασίας συνελθοῦσα χθές εἰς τό γραφεῖον ἐξήτασε τάς προσφοράς τῶν ἐνδιαφερομένων διά τήν ἐκποίησιν τῶν οἰκοπέδων. Τό οἰκόπεδον ὑπ' ἀριθ. 12 ἐμβαδοῦ τετραγωνικῶν μέτρων 540 κατεκυρώθη ἀντί δραχμῶν 22.500, τό δέ ὑπ' ἀριθ. 18 ἐμβαδοῦ 612 μέτρων ἀντί δραχμῶν 27.900. Ἡ ἐπομένη συνεδρίασις ὡρίσθη διά τήν προσεχῆ ἑβδομάδα, ὁπότε θά ἐξετασθοῦν καί αἱ ὑπόλοιποι προσφοραί τῶν ἐνδιαφερομένων. Αἴθησις 666 Ἡ ἐπιτροπή τῆς δημοπρασίας συνελθοῦσα χθές εἰς τό γραφεῖον ἐξήτασε τάς προσφοράς τῶν ἐνδιαφερομένων διά τήν ἐκποίησιν τῶν οἰκοπέδων. Τό οἰκόπεδον ὑπ' ἀριθ. 12 ἐμβαδοῦ τετραγωνικῶν μέτρων 540 κατεκυρώθη ἀντί δραχμῶν 22.500, τό δέ ὑπ' ἀριθ. 18 ἐμβαδοῦ 612 μέτρων ἀντί δραχμῶν 27.900. Ἡ ἐπομένη συνεδρίασις ὡρίσθη διά τήν προσεχῆ ἑβδομάδα, ὁπότε θά ἐξετασθοῦν καί αἱ ὑπόλοιποι προσφοραί τῶν ἐνδιαφερομένων. Ἡ ἐπιτροπή τῆς δημοπρασίας συνελθοῦσα χθές εἰς τό γραφεῖον ἐξήτασε τάς προσφοράς τῶν ἐνδιαφερομένων διά τήν ἐκποίησιν τῶν οἰκοπέδων. Τό οἰκόπεδον ὑπ' ἀριθ. 12 ἐμβαδοῦ τετραγωνικῶν μέτρων 540 κατεκυρώθη ἀντί δραχμῶν 22.500, τό δέ ὑπ' ἀριθ. 18 ἐμβαδοῦ 612 μέτρων ἀντί δραχμῶν 27.900. Ἡ ἐπομένη συνεδρίασις ὡρίσθη διά τήν προσεχῆ ἑβδομάδα, ὁπότε θά ἐξετασθοῦν καί αἱ ὑπόλοιποι προσφοραί τῶν ἐνδιαφερομένων. Ἡ ἐπιτροπή τῆς δημοπρασίας συνελθοῦσα χθές εἰς τό γραφεῖον ἐξήτασε τάς προσφοράς τῶν ἐνδιαφερομένων διά τήν ἐκποίησιν τῶν οἰκοπέδων. Τό οἰκόπεδον ὑπ' ἀριθ. 12 ἐμβαδοῦ τετραγωνικῶν μέτρων 540 κατεκυρώθη ἀντί δραχμῶν 22.500, τό δέ ὑπ' ἀριθ. 18 ἐμβαδοῦ 612 μέτρων ἀντί δραχμῶν 27.900. Ἡ ἐπομένη συνεδρίασις ὡρίσθη διά τήν προσεχῆ ἑβδομάδα, ὁπότε θά ἐξετασθοῦν καί αἱ ὑπόλοιποι προσφοραί τῶν ἐνδιαφερομένων. Ἡ ἐπιτροπή τῆς δημοπρασίας συνελθοῦσα χθές εἰς τό γραφεῖον ἐξήτασε τάς προσφοράς τῶν ἐνδιαφερομένων διά τήν ἐκποίησιν τῶν οἰκοπέδων. Τό οἰκόπεδον ὑπ' ἀριθ. 12 ἐμβαδοῦ τετραγωνικῶν μέτρων 540 κατεκυρώθη ἀντί δραχμῶν 22.500, τό δέ ὑπ' ἀριθ. 18 ἐμβαδοῦ 612 μέτρων ἀντί δραχμῶν 27.900. Ἡ ἐπομένη συνεδρίασις ὡρίσθη διά τήν προσεχῆ ἑβδομάδα, ὁπότε θά ἐξετασθοῦν καί αἱ ὑπόλοιποι προσφοραί τῶν ἐνδιαφερομένων. Ἡ ἐπιτροπή τῆς δημοπρασίας συνελθοῦσα χθές εἰς τό γραφεῖον ἐξήτασε τάς προσφοράς τῶν ἐνδιαφερομένων διά τήν ἐκποίησιν τῶν οἰκοπέδων. Τό οἰκόπεδον ὑπ' ἀριθ. 12 ἐμβαδοῦ τετραγωνικῶν μέτρων 540 κατεκυρώθη ἀντί δραχμῶν 22.500, τό δέ ὑπ' ἀριθ. 18 ἐμβαδοῦ 612 μέτρων ἀντί δραχμῶν 27.900. Ἡ ἐπομένη συνεδρίασις ὡρίσθη διά τήν προσεχῆ ἑβδομάδα, ὁπότε θά ἐξετασθοῦν καί αἱ ὑπόλοιποι προσφοραί τῶν ἐνδιαφερομένων. Ἡ ἐπιτροπή τῆς δημοπρασίας συνελθοῦσα χθές εἰς τό γραφεῖον ἐξήτασε τάς προσφοράς τῶν ἐνδιαφερομένων διά τήν ἐκποίησιν τῶν οἰκοπέδων. Τό οἰκόπεδον ὑπ' ἀριθ. 12 ἐμβαδοῦ τετραγωνικῶν μέτρων 540 κατεκυρώθη ἀντί δραχμῶν 22.500, τό δέ ὑπ' ἀριθ. 18 ἐμβαδοῦ 612 μέτρων ἀντί δραχμῶν 27.900. Ἡ ἐπομένη συνεδρίασις ὡρίσθη διά τήν προσεχῆ ἑβδομάδα, ὁπότε θά ἐξετασθοῦν καί αἱ ὑπόλοιποι προσφοραί τῶν ἐνδιαφερομένων. Ἡ ἐπιτροπή τῆς δημοπρασίας συνελθοῦσα χθές εἰς τό γραφεῖον ἐξήτασε τάς προσφοράς τῶν ἐνδιαφερομένων διά τήν ἐκποίησιν τῶν οἰκοπέδων. Τό οἰκόπεδον ὑπ' ἀριθ. 12 ἐμβαδοῦ τετραγωνικῶν μέτρων 540 κατεκυρώθη ἀντί δραχμῶν 22.500, τό δέ ὑπ' ἀριθ. 18 ἐμβαδοῦ 612 μέτρων ἀντί δραχμῶν 27.900. Ἡ ἐπομένη συνεδρίασις ὡρίσθη διά τήν προσεχῆ ἑβδομάδα, ὁπότε θά ἐξετασθοῦν καί αἱ ὑπόλοιποι προσφοραί τῶν ἐνδιαφερομένων. Ἡ ἐπιτροπή τῆς δημοπρασίας συνελθοῦσα χθές εἰς τό γραφεῖον ἐξήτασε τάς προσφοράς τῶν ἐνδιαφερομένων διά τήν ἐκποίησιν τῶν οἰκοπέδων. Τό οἰκόπεδον ὑπ' ἀριθ. 12 ἐμβαδοῦ τετραγωνικῶν μέτρων 540 κατεκυρώθη ἀντί δραχμῶν 22.500, τό δέ ὑπ' ἀριθ. 18 ἐμβαδοῦ 612 μέτρων ἀντί δραχμῶν 27.900. Ἡ ἐπομένη συνεδρίασις ὡρίσθη διά τήν προσεχῆ ἑβδομάδα, ὁπότε θά ἐξετασθοῦν καί αἱ ὑπόλοιποι προσφοραί τῶν ἐνδιαφερομένων. Ἡ ἐπιτροπή τῆς δημοπρασίας συνελθοῦσα χθές εἰς τό γραφεῖον ἐξήτασε τάς προσφοράς τῶν ἐνδιαφερομένων διά τήν ἐκποίησιν τῶν οἰκοπέδων. Τό οἰκόπεδον ὑπ' ἀριθ. 12 ἐμβαδοῦ τετραγωνικῶν μέτρων 540 κατεκυρώθη ἀντί δραχμῶν 22.500, τό δέ ὑπ' ἀριθ. 18 ἐμβαδοῦ 612 μέτρων ἀντί δραχμῶν 27.900. Ἡ ἐπομένη συνεδρίασις ὡρίσθη διά τήν προσεχῆ ἑβδομάδα, ὁπότε θά ἐξετασθοῦν καί αἱ ὑπόλοιποι προσφοραί τῶν ἐνδιαφερομένων. — [638, 137, 834, 2049]
right-section — [1058, 137, 1511, 2276]
section-apospiseis: Η ΑΠΟΣΠΗΣΙΣ — [190, 1074, 300, 1092]
section-patheseis: ΠΑΘΗΣΕΙΣ ΣΤΟΜΑΤΟΣ — [1334, 724, 1468, 736]
pharmacy-count: 10,000 — [1365, 1170, 1438, 1198]
